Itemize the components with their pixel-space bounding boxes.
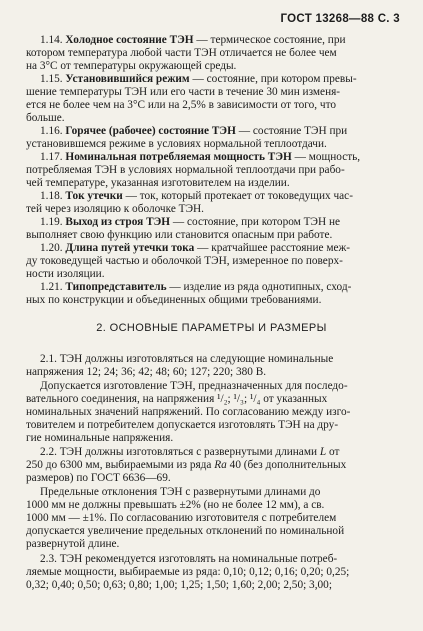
clause-text: — состояние ТЭН при (235, 125, 348, 137)
clause-1-20 (26, 242, 394, 281)
clause-text: 2.2. ТЭН должны изготовляться с развернутыми длинами (40, 446, 320, 458)
clause-1-21 (26, 281, 394, 307)
clause-line: гие номинальные напряжения. (26, 432, 174, 445)
clause-line (26, 242, 394, 255)
clause-1-14 (26, 34, 394, 73)
clause-line (26, 73, 394, 86)
clause-number: 1.16. (40, 125, 63, 137)
clause-line: номинальных значений напряжений. По согласованию между изго- (26, 406, 351, 419)
clause-line: развернутой длине. (26, 538, 120, 551)
clause-line: напряжения 12; 24; 36; 42; 48; 60; 127; 220; 380 В. (26, 366, 267, 379)
clause-line: товителем и потребителем допускается изготовлять ТЭН на дру- (26, 419, 339, 432)
page-header: ГОСТ 13268—88 С. 3 (280, 13, 400, 25)
clause-number: 1.17. (40, 151, 63, 163)
clause-text: — мощность, (291, 151, 361, 163)
clause-1-18 (26, 190, 394, 216)
clause-line: Допускается изготовление ТЭН, предназначенных для последо- (40, 380, 348, 392)
clause-line (26, 459, 394, 472)
clause-text: — изделие из ряда однотипных, сход- (166, 281, 352, 293)
clause-line: выполняет свою функцию или становится опасным при работе. (26, 229, 333, 242)
clause-text: — кратчайшее расстояние меж- (194, 242, 351, 254)
clause-line (26, 125, 394, 138)
clause-line: Предельные отклонения ТЭН с развернутыми длинами до (40, 486, 321, 498)
term: Номинальная потребляемая мощность ТЭН (65, 151, 292, 163)
clause-text: — состояние, при котором превы- (189, 73, 357, 85)
term: Ток утечки (65, 190, 123, 202)
clause-number: 1.19. (40, 216, 63, 228)
term: Горячее (рабочее) состояние ТЭН (65, 125, 236, 137)
clause-number: 1.14. (40, 34, 63, 46)
clause-text: от (326, 446, 340, 458)
clause-text: — термическое состояние, при (193, 34, 346, 46)
clause-1-15 (26, 73, 394, 125)
term: Холодное состояние ТЭН (65, 34, 194, 46)
clause-2-2-paragraph (26, 486, 394, 551)
clause-line: размеров) по ГОСТ 6636—69. (26, 472, 171, 485)
clause-line: ду токоведущей частью и оболочкой ТЭН, измеренное по поверх- (26, 255, 343, 268)
clause-line: тей через изоляцию к оболочке ТЭН. (26, 203, 205, 216)
clause-1-16 (26, 125, 394, 151)
clause-1-17 (26, 151, 394, 190)
clause-line: ности изоляции. (26, 268, 105, 281)
clause-2-2 (26, 446, 394, 485)
clause-line: 2.1. ТЭН должны изготовляться на следующие номинальные (40, 353, 334, 365)
clause-number: 1.20. (40, 242, 63, 254)
clause-text: — ток, который протекает от токоведущих час- (122, 190, 353, 202)
clause-line (26, 190, 394, 203)
term: Типопредставитель (65, 281, 167, 293)
clause-text: 250 до 6300 мм, выбираемыми из ряда (26, 459, 215, 472)
clause-line (26, 34, 394, 47)
clause-line: вательного соединения, на напряжения ¹/₂; ¹/₃; ¹/₄ от указанных (26, 393, 328, 406)
term: Установившийся режим (65, 73, 190, 85)
length-symbol: L (319, 446, 327, 458)
clause-line: 1000 мм — ±1%. По согласованию изготовителя с потребителем (26, 512, 337, 525)
clause-line (26, 281, 394, 294)
clause-number: 1.15. (40, 73, 63, 85)
clause-line: больше. (26, 112, 65, 125)
clause-line: ных по конструкции и объединенных общими требованиями. (26, 294, 322, 307)
clause-line (26, 216, 394, 229)
term: Выход из строя ТЭН (65, 216, 171, 228)
clause-text: 40 (без дополнительных (226, 459, 347, 472)
clause-line: ется не более чем на 3°С или на 2,5% в зависимости от того, что (26, 99, 337, 112)
clause-line (26, 446, 394, 459)
clause-2-1-paragraph (26, 380, 394, 445)
clause-line: на 3°С от температуры окружающей среды. (26, 60, 237, 73)
section-heading: 2. ОСНОВНЫЕ ПАРАМЕТРЫ И РАЗМЕРЫ (96, 322, 327, 334)
clause-2-3 (26, 553, 394, 592)
clause-line: чей температуре, указанная изготовителем на изделии. (26, 177, 290, 190)
clause-line: 1000 мм не должны превышать ±2% (но не более 12 мм), а св. (26, 499, 325, 512)
clause-line: 0,32; 0,40; 0,50; 0,63; 0,80; 1,00; 1,25; 1,50; 1,60; 2,00; 2,50; 3,00; (26, 579, 332, 592)
clause-text: — состояние, при котором ТЭН не (170, 216, 341, 228)
clause-1-19 (26, 216, 394, 242)
clause-2-1 (26, 353, 394, 379)
clause-line: допускается увеличение предельных отклонений по номинальной (26, 525, 345, 538)
clause-line: установившемся режиме в условиях нормальной теплоотдачи. (26, 138, 327, 151)
clause-line: ляемые мощности, выбираемые из ряда: 0,10; 0,12; 0,16; 0,20; 0,25; (26, 566, 350, 579)
clause-number: 1.18. (40, 190, 63, 202)
term: Длина путей утечки тока (65, 242, 195, 254)
clause-line: потребляемая ТЭН в условиях нормальной теплоотдачи при рабо- (26, 164, 345, 177)
clause-number: 1.21. (40, 281, 63, 293)
clause-line: котором температура любой части ТЭН отличается не более чем (26, 47, 337, 60)
series-symbol: Ra (214, 459, 227, 472)
clause-line (26, 151, 394, 164)
clause-line: шение температуры ТЭН или его части в течение 30 мин изменя- (26, 86, 341, 99)
clause-line: 2.3. ТЭН рекомендуется изготовлять на номинальные потреб- (40, 553, 338, 565)
